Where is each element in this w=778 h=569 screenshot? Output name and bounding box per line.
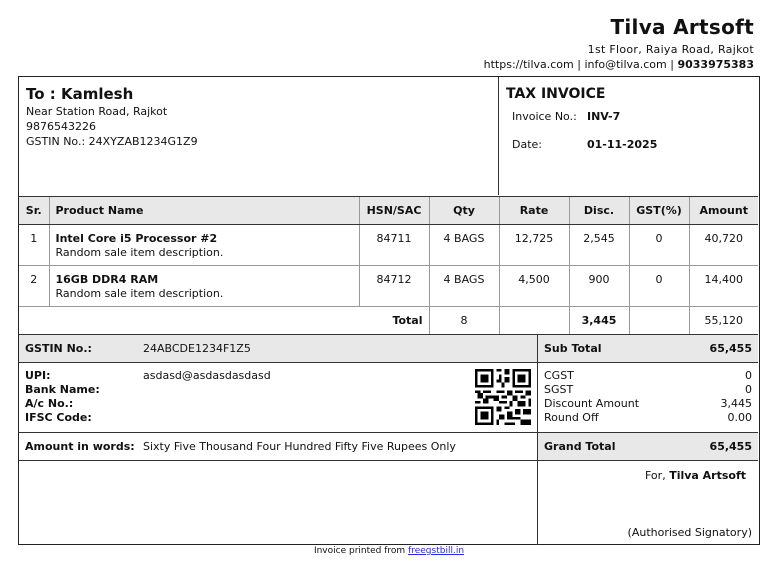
payment-details [19, 335, 537, 461]
invoice-number-label: Invoice No.: [512, 110, 577, 123]
invoice-title: TAX INVOICE [506, 86, 606, 102]
invoice-date: 01-11-2025 [587, 138, 658, 151]
upi-value: asdasd@asdasdasdasd [143, 369, 271, 382]
upi-row [25, 369, 531, 383]
grand-total-value: 65,455 [709, 440, 752, 453]
ifsc-label: IFSC Code: [25, 411, 92, 424]
round-off-row [544, 411, 752, 425]
grand-total-row [538, 433, 758, 461]
cell-amount: 40,720 [689, 224, 758, 265]
separator: | [666, 58, 678, 71]
total-rate [499, 306, 569, 334]
product-name: 16GB DDR4 RAM [55, 272, 159, 286]
discount-value: 3,445 [720, 397, 752, 410]
company-contact [484, 57, 754, 72]
summary-block [537, 335, 758, 545]
signature-block [538, 461, 758, 545]
cell-hsn: 84711 [359, 224, 429, 265]
company-address: 1st Floor, Raiya Road, Rajkot [587, 43, 754, 56]
cgst-value: 0 [745, 369, 752, 382]
bill-to-block [19, 77, 499, 195]
cell-sr: 1 [19, 224, 49, 265]
cell-gst: 0 [629, 224, 689, 265]
total-qty: 8 [429, 306, 499, 334]
account-label: A/c No.: [25, 397, 74, 410]
col-header-hsn: HSN/SAC [359, 197, 429, 224]
col-header-disc: Disc. [569, 197, 629, 224]
col-header-sr: Sr. [19, 197, 49, 224]
table-header-row [19, 197, 758, 224]
cell-rate: 4,500 [499, 265, 569, 306]
invoice-date-label: Date: [512, 138, 542, 151]
account-row [25, 397, 531, 411]
discount-label: Discount Amount [544, 397, 640, 410]
sub-total-row [538, 335, 758, 363]
separator: | [573, 58, 585, 71]
table-row [19, 265, 758, 306]
col-header-rate: Rate [499, 197, 569, 224]
footer-text: Invoice printed from [313, 546, 409, 556]
cgst-row [544, 369, 752, 383]
invoice-date-row [512, 138, 752, 152]
cell-sr: 2 [19, 265, 49, 306]
total-disc: 3,445 [569, 306, 629, 334]
cell-gst: 0 [629, 265, 689, 306]
tax-breakdown [538, 363, 758, 433]
cell-disc: 2,545 [569, 224, 629, 265]
footer-link[interactable]: freegstbill.in [408, 546, 465, 556]
product-description: Random sale item description. [55, 245, 224, 259]
ifsc-row [25, 411, 531, 425]
total-label: Total [19, 306, 429, 334]
signature-company: Tilva Artsoft [669, 469, 746, 482]
invoice-top-section [19, 77, 758, 197]
cell-qty: 4 BAGS [429, 224, 499, 265]
product-description: Random sale item description. [55, 286, 224, 300]
amount-in-words-label: Amount in words: [25, 440, 135, 453]
invoice-number-row [512, 110, 752, 124]
cell-product [49, 265, 359, 306]
invoice-sheet [18, 76, 760, 545]
customer-gstin: GSTIN No.: 24XYZAB1234G1Z9 [26, 135, 198, 148]
bank-name-row [25, 383, 531, 397]
cell-product [49, 224, 359, 265]
sgst-label: SGST [544, 383, 574, 396]
authorised-signatory: (Authorised Signatory) [627, 526, 752, 539]
table-total-row [19, 306, 758, 334]
company-phone: 9033975383 [677, 58, 754, 71]
customer-name: To : Kamlesh [26, 85, 134, 103]
seller-gstin-row [19, 335, 537, 363]
invoice-info-block [500, 77, 758, 195]
signature-for [645, 469, 746, 482]
company-header [484, 14, 754, 72]
cell-hsn: 84712 [359, 265, 429, 306]
signature-for-prefix: For, [645, 469, 670, 482]
sgst-value: 0 [745, 383, 752, 396]
col-header-gst: GST(%) [629, 197, 689, 224]
footer [0, 546, 778, 556]
cell-disc: 900 [569, 265, 629, 306]
total-gst [629, 306, 689, 334]
customer-phone: 9876543226 [26, 120, 96, 133]
invoice-number: INV-7 [587, 110, 621, 123]
table-row [19, 224, 758, 265]
upi-label: UPI: [25, 369, 51, 382]
company-email: info@tilva.com [584, 58, 667, 71]
total-amount: 55,120 [689, 306, 758, 334]
col-header-product: Product Name [49, 197, 359, 224]
cell-qty: 4 BAGS [429, 265, 499, 306]
sub-total-value: 65,455 [709, 342, 752, 355]
bank-name-label: Bank Name: [25, 383, 100, 396]
sgst-row [544, 383, 752, 397]
amount-in-words-row [19, 433, 537, 461]
amount-in-words-value: Sixty Five Thousand Four Hundred Fifty Five Rupees Only [143, 440, 456, 453]
company-name: Tilva Artsoft [610, 15, 754, 39]
col-header-amount: Amount [689, 197, 758, 224]
qr-code-icon [475, 369, 531, 425]
cell-amount: 14,400 [689, 265, 758, 306]
seller-gstin-label: GSTIN No.: [25, 342, 92, 355]
bank-details [19, 363, 537, 433]
seller-gstin: 24ABCDE1234F1Z5 [143, 342, 251, 355]
cell-rate: 12,725 [499, 224, 569, 265]
cgst-label: CGST [544, 369, 574, 382]
col-header-qty: Qty [429, 197, 499, 224]
round-off-label: Round Off [544, 411, 599, 424]
discount-row [544, 397, 752, 411]
product-name: Intel Core i5 Processor #2 [55, 231, 218, 245]
customer-address: Near Station Road, Rajkot [26, 105, 168, 118]
company-website: https://tilva.com [483, 58, 574, 71]
round-off-value: 0.00 [727, 411, 752, 424]
items-table [19, 197, 758, 335]
sub-total-label: Sub Total [544, 342, 602, 355]
grand-total-label: Grand Total [544, 440, 616, 453]
